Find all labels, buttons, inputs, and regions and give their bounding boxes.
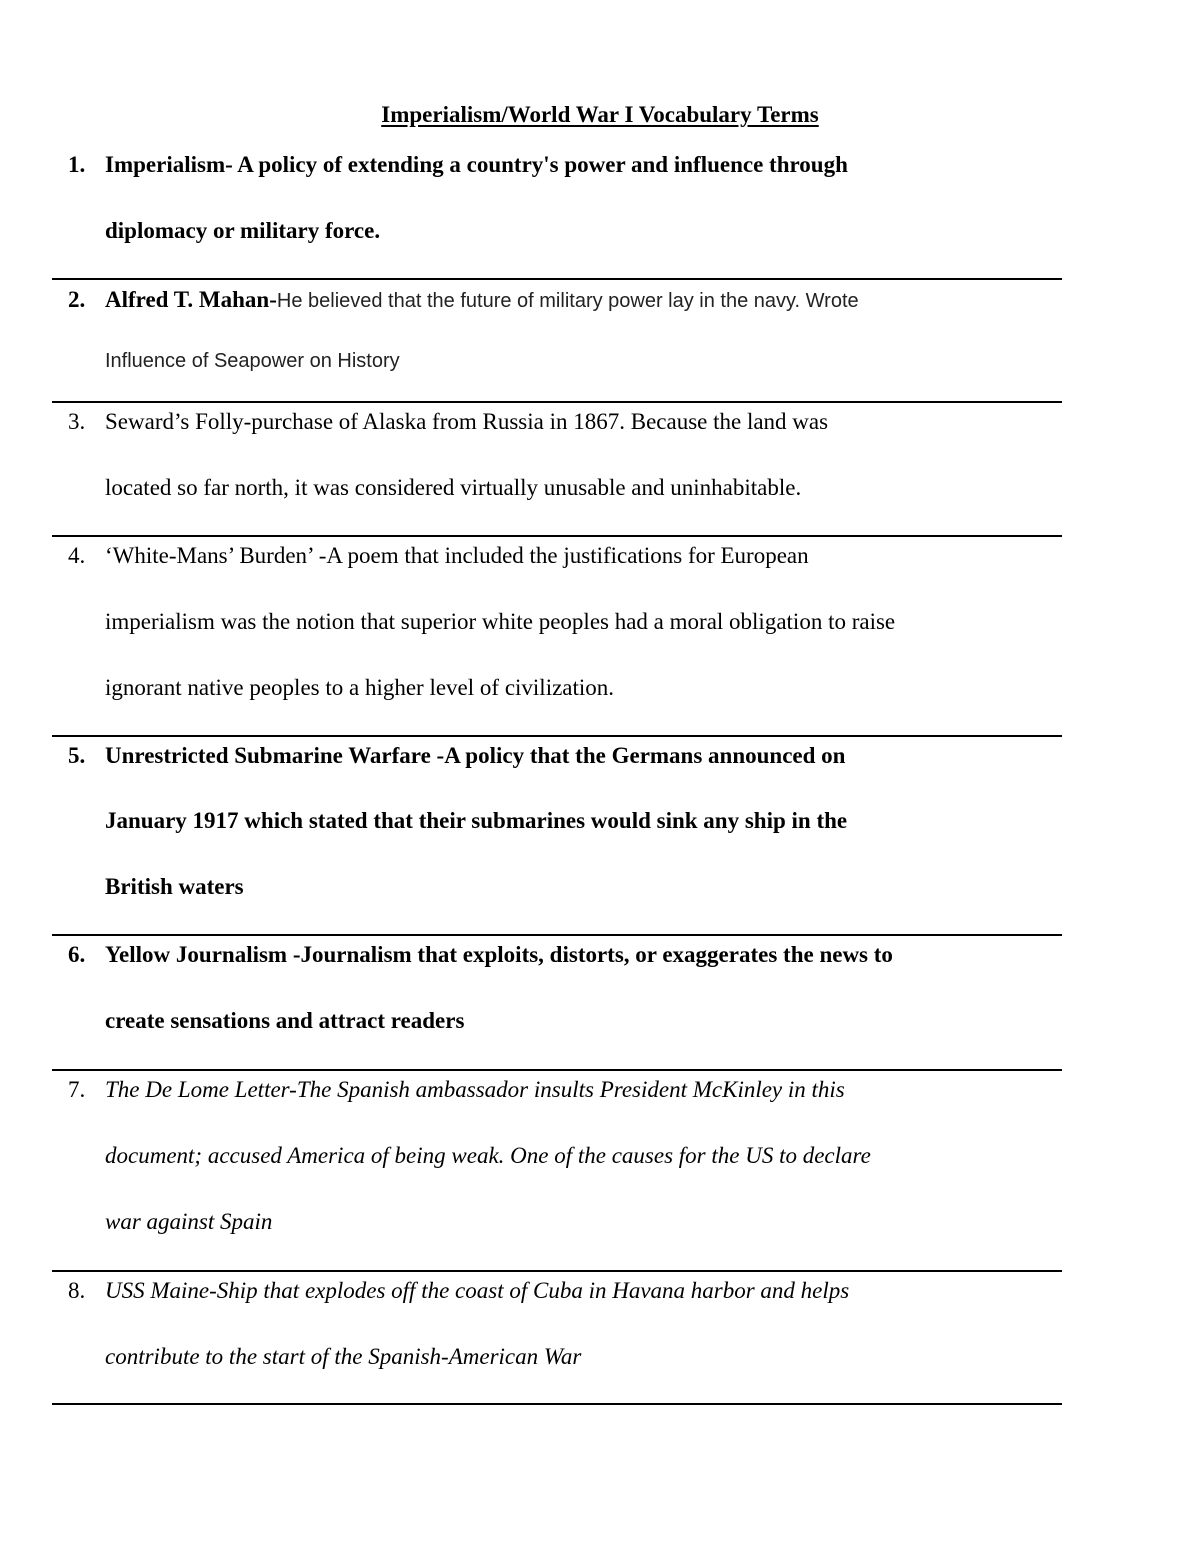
item-number: 8. [68, 1278, 86, 1303]
divider-rule [52, 1069, 1062, 1071]
item-line-2: located so far north, it was considered virtually unusable and uninhabitable. [105, 475, 802, 500]
item-number: 5. [68, 743, 86, 768]
item-line-2: diplomacy or military force. [105, 218, 381, 243]
item-definition: A policy of extending a country's power and influence through [232, 152, 848, 177]
item-number: 1. [68, 152, 86, 177]
item-number: 7. [68, 1077, 86, 1102]
divider-rule [52, 278, 1062, 280]
item-line-1: Unrestricted Submarine Warfare -A policy that the Germans announced on [105, 743, 846, 768]
item-term: Alfred T. Mahan- [105, 287, 277, 312]
item-number: 6. [68, 942, 86, 967]
item-line-1 [105, 287, 859, 313]
divider-rule [52, 735, 1062, 737]
divider-rule [52, 401, 1062, 403]
item-line-2: imperialism was the notion that superior white peoples had a moral obligation to raise [105, 609, 896, 634]
divider-rule [52, 535, 1062, 537]
item-line-2: create sensations and attract readers [105, 1008, 465, 1033]
item-line-1: Yellow Journalism -Journalism that exploits, distorts, or exaggerates the news to [105, 942, 893, 967]
item-number: 2. [68, 287, 86, 312]
item-line-3: ignorant native peoples to a higher level of civilization. [105, 675, 615, 700]
item-number: 4. [68, 543, 86, 568]
item-line-2: Influence of Seapower on History [105, 350, 400, 372]
item-line-1: The De Lome Letter-The Spanish ambassador insults President McKinley in this [105, 1077, 845, 1102]
item-line-2: January 1917 which stated that their submarines would sink any ship in the [105, 808, 848, 833]
item-number: 3. [68, 409, 86, 434]
item-line-3: British waters [105, 874, 244, 899]
item-line-2: contribute to the start of the Spanish-American War [105, 1344, 582, 1369]
item-term: Imperialism- [105, 152, 233, 177]
item-line-1: Seward’s Folly-purchase of Alaska from Russia in 1867. Because the land was [105, 409, 829, 434]
item-line-3: war against Spain [105, 1209, 273, 1234]
item-definition: He believed that the future of military power lay in the navy. Wrote [276, 290, 859, 312]
divider-rule [52, 1403, 1062, 1405]
item-line-1 [105, 152, 848, 178]
item-line-1: USS Maine-Ship that explodes off the coast of Cuba in Havana harbor and helps [105, 1278, 850, 1303]
page-title: Imperialism/World War I Vocabulary Terms [381, 102, 819, 127]
item-line-1: ‘White-Mans’ Burden’ -A poem that included the justifications for European [105, 543, 809, 568]
divider-rule [52, 1270, 1062, 1272]
item-line-2: document; accused America of being weak. One of the causes for the US to declare [105, 1143, 871, 1168]
divider-rule [52, 934, 1062, 936]
